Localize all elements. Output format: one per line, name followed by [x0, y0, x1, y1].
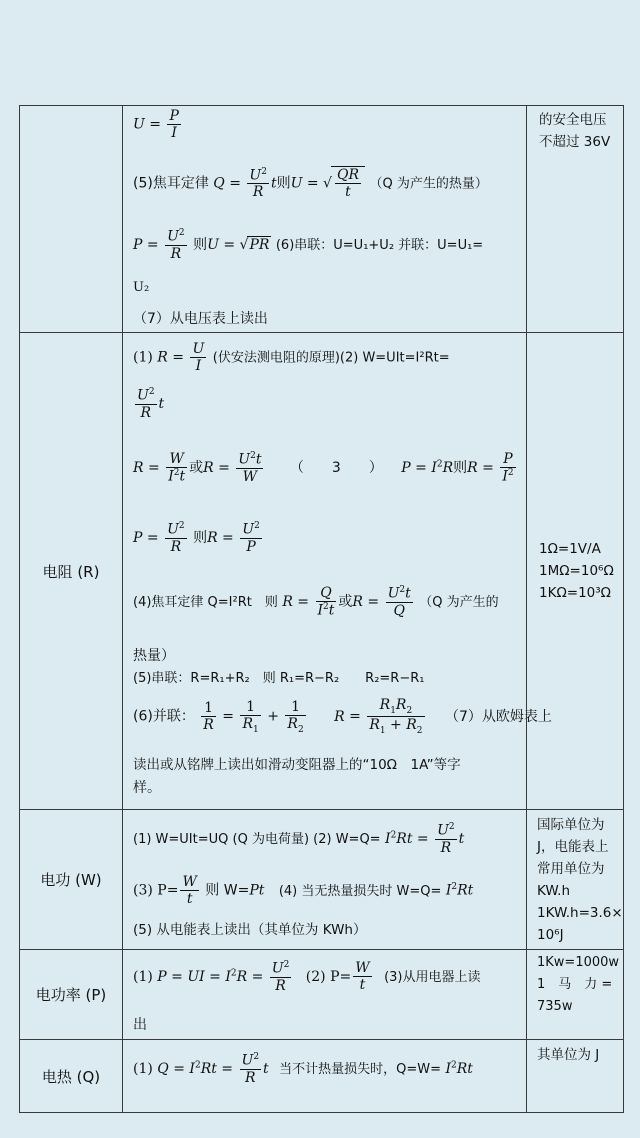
- note-line: 735w: [537, 999, 573, 1014]
- formula-cell: [123, 950, 527, 1040]
- physics-formula-table: [19, 105, 624, 1113]
- formula-line: 读出或从铭牌上读出如滑动变阻器上的“10Ω 1A”等字: [133, 757, 461, 773]
- text: 则: [453, 459, 468, 476]
- note-text: [527, 950, 623, 1018]
- note-line: 常用单位为: [537, 861, 605, 877]
- note-line: 1Ω=1V/A: [539, 541, 601, 557]
- note-cell: [527, 106, 624, 333]
- formula-line: 热量）: [133, 648, 175, 664]
- text: (2) P=: [305, 968, 352, 985]
- formula-line: U₂: [133, 280, 150, 295]
- quantity-name-cell: 电阻 (R): [20, 333, 123, 810]
- formula-line: R = $\frac{W}{I^2t}$ 或R = $\frac{U^2t}{W}$ （ 3 ） $P = I^2R$则R = $\frac{P}{I^2}$: [133, 451, 514, 485]
- text: （7）从欧姆表上: [444, 708, 552, 725]
- table-row: [20, 950, 624, 1040]
- text: (伏安法测电阻的原理)(2) W=UIt=I²Rt=: [212, 350, 450, 366]
- text: (1): [133, 1060, 153, 1077]
- formula-line: (5)串联：R=R₁+R₂ 则 R₁=R−R₂ R₂=R−R₁: [133, 671, 425, 686]
- note-line: J，电能表上: [537, 839, 609, 855]
- note-cell: [527, 333, 624, 810]
- formula-line: (1) W=UIt=UQ (Q 为电荷量) (2) $W=Q= I^2Rt$ = $\frac{U^2}{R}$ t: [133, 822, 465, 856]
- note-line: 1Kw=1000w: [537, 955, 620, 970]
- formula-line: (1) R = $\frac{U}{I}$ (伏安法测电阻的原理)(2) W=UIt=I²Rt=: [133, 341, 450, 375]
- text: (1): [133, 349, 153, 366]
- quantity-name-cell: 电功 (W): [20, 810, 123, 950]
- text: (3) P=: [133, 882, 179, 899]
- formula-cell: [123, 1040, 527, 1113]
- note-line: 1 马 力 =: [537, 977, 613, 992]
- text: 当不计热量损失时，Q=W=: [279, 1061, 442, 1077]
- table-row: [20, 333, 624, 810]
- formula-line: P = $\frac{U^2}{R}$ 则U = √PR (6)串联：U=U₁+U₂ 并联：U=U₁=: [133, 228, 484, 262]
- text: (4) 当无热量损失时 W=Q=: [278, 883, 442, 899]
- table-row: [20, 810, 624, 950]
- formula-line: （7）从电压表上读出: [133, 311, 268, 327]
- formula-cell: [123, 106, 527, 333]
- note-text: [527, 1040, 623, 1066]
- quantity-name-cell: 电热 (Q): [20, 1040, 123, 1113]
- text: 或: [189, 459, 204, 476]
- formula-cell: [123, 333, 552, 810]
- table-row: [20, 1040, 624, 1113]
- formula-line: (4)焦耳定律 Q=I²Rt 则 R = $\frac{Q}{I^2t}$ 或R = $\frac{U^2t}{Q}$ （Q 为产生的: [133, 585, 499, 619]
- formula-line: (1) $Q = I^2Rt$ = $\frac{U^2}{R}$ t 当不计热量损失时，$Q=W= I^2Rt$: [133, 1052, 473, 1086]
- quantity-name-cell: [20, 106, 123, 333]
- note-line: 国际单位为: [537, 817, 605, 833]
- note-cell: [527, 950, 624, 1040]
- quantity-name-cell: 电功率 (P): [20, 950, 123, 1040]
- formula-line: (6)并联： $\frac{1}{R}$ = $\frac{1}{R_1}$ + $\frac{1}{R_2}$ R = $\frac{R_1R_2}{R_1 + R_2}$ （7）从欧姆表上: [133, 697, 552, 736]
- formula-line: (3) P= $\frac{W}{t}$ 则 W=Pt (4) 当无热量损失时 $W=Q= I^2Rt$: [133, 874, 474, 908]
- note-line: 1KW.h=3.6×: [537, 905, 623, 921]
- text: （Q 为产生的热量）: [369, 176, 488, 192]
- formula-line: (5) 从电能表上读出（其单位为 KWh）: [133, 922, 367, 938]
- note-cell: [527, 810, 624, 950]
- text: (1) W=UIt=UQ (Q 为电荷量) (2) W=Q=: [133, 831, 381, 847]
- text: (5)焦耳定律: [133, 175, 209, 192]
- formula-line: 出: [133, 1017, 147, 1033]
- text: （ 3 ）: [289, 459, 383, 476]
- note-line: 1MΩ=10⁶Ω: [539, 563, 614, 579]
- formula-line: 样。: [133, 780, 161, 796]
- text: （Q 为产生的: [419, 594, 499, 610]
- formula-line: U = $\frac{P}{I}$: [133, 108, 179, 142]
- note-text: [527, 106, 623, 153]
- text: 则: [276, 175, 291, 192]
- formula-line: $\frac{U^2}{R}$ t: [137, 387, 165, 421]
- formula-line: P = $\frac{U^2}{R}$ 则R = $\frac{U^2}{P}$: [133, 521, 260, 555]
- formula-cell: [123, 810, 527, 950]
- text: 则: [193, 236, 208, 253]
- note-line: 10⁶J: [537, 927, 564, 943]
- note-line: 的安全电压: [539, 112, 607, 128]
- note-text: [527, 810, 623, 946]
- note-line: 不超过 36V: [539, 134, 611, 150]
- note-cell: [527, 1040, 624, 1113]
- note-line: 其单位为 J: [537, 1047, 600, 1063]
- text: (4)焦耳定律 Q=I²Rt 则: [133, 594, 278, 610]
- note-text: [527, 538, 623, 604]
- text: (6)并联：: [133, 708, 195, 725]
- note-line: 1KΩ=10³Ω: [539, 585, 611, 601]
- text: (3)从用电器上读: [384, 969, 481, 985]
- text: 则: [193, 529, 208, 546]
- text: 则 W=: [205, 882, 250, 899]
- note-line: KW.h: [537, 883, 571, 899]
- table-row: [20, 106, 624, 333]
- formula-line: (1) P = UI = $I^2R$ = $\frac{U^2}{R}$ (2) P= $\frac{W}{t}$ (3)从用电器上读: [133, 960, 481, 994]
- text: 或: [338, 593, 353, 610]
- text: (6)串联：U=U₁+U₂ 并联：U=U₁=: [275, 237, 484, 253]
- formula-line: (5)焦耳定律 Q = $\frac{U^2}{R}$ t则U = √ $\frac{QR}{t}$ （Q 为产生的热量）: [133, 166, 488, 201]
- text: (1): [133, 968, 153, 985]
